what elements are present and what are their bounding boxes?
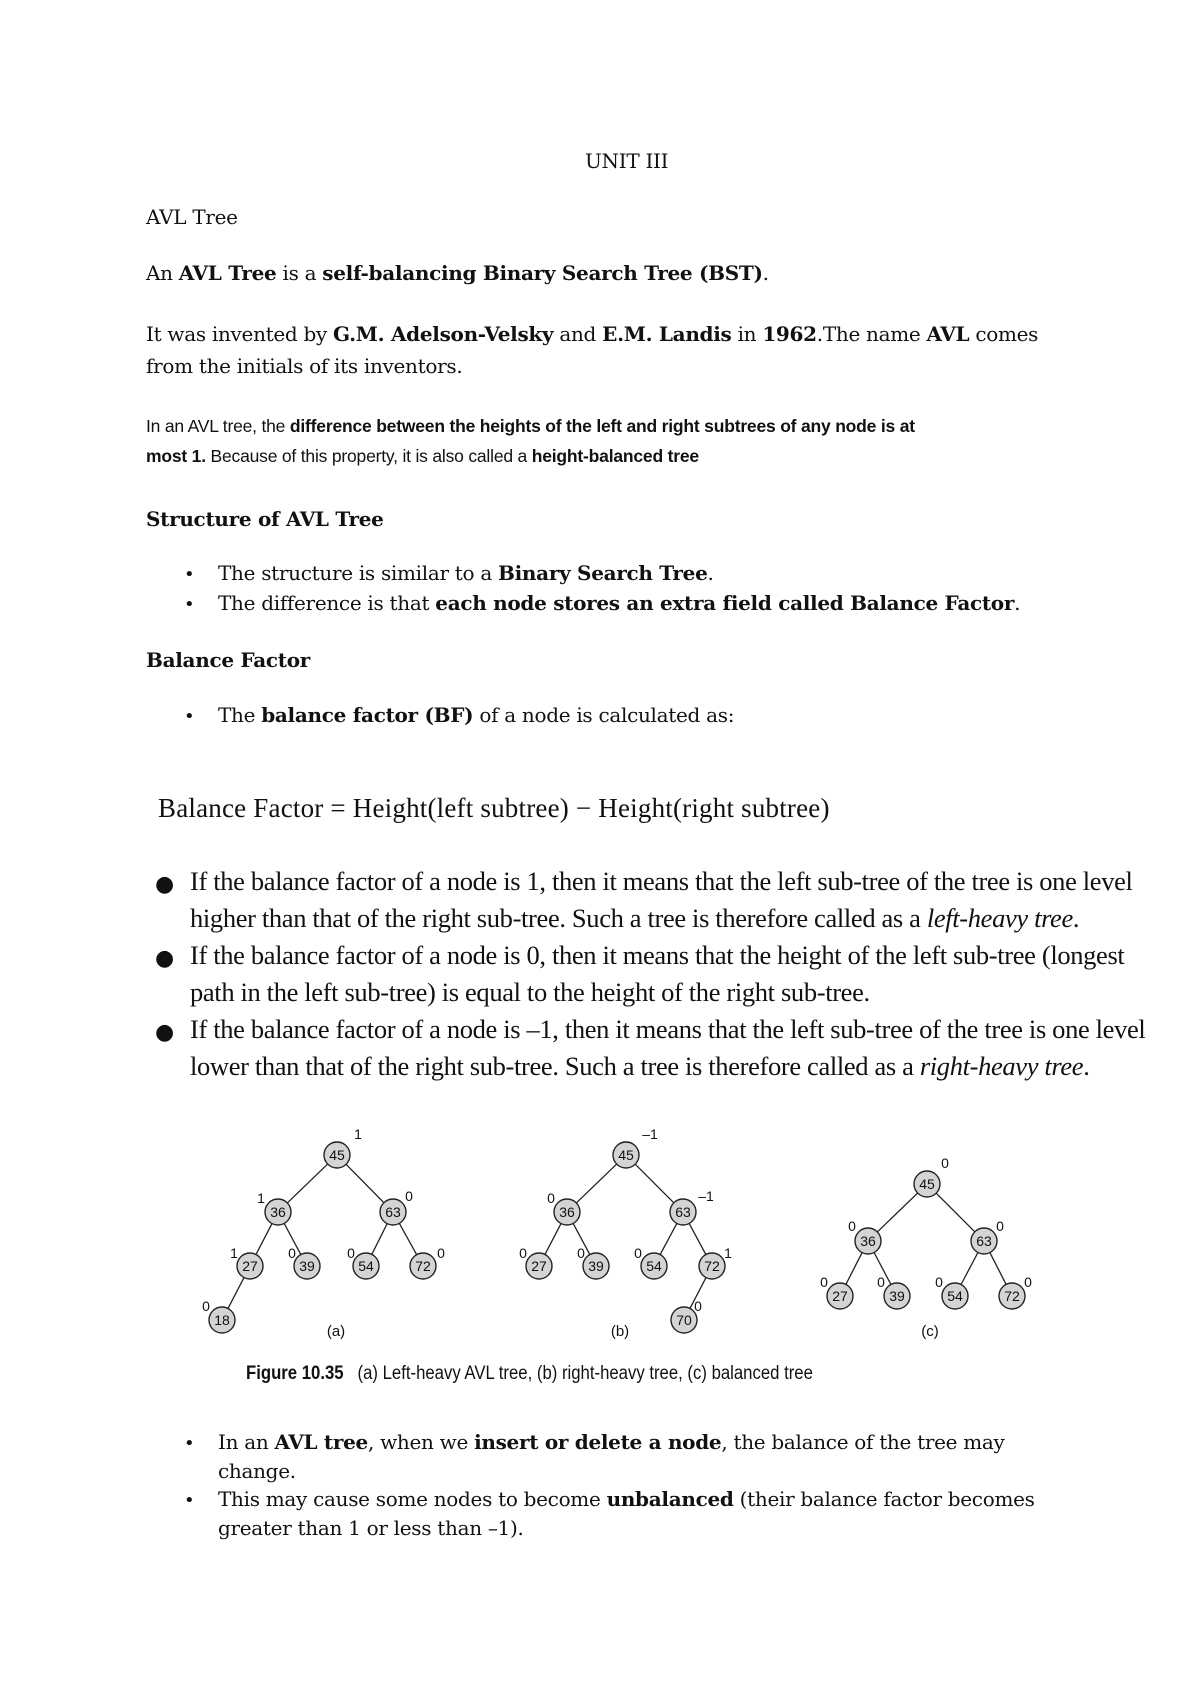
node-value: 54 — [358, 1258, 374, 1274]
tree-node-45 — [324, 1126, 362, 1168]
tree-edge — [228, 1278, 244, 1309]
node-value: 36 — [559, 1204, 575, 1220]
balance-factor-heading: Balance Factor — [146, 648, 310, 672]
bullet-icon: • — [184, 594, 195, 615]
tree-edge — [399, 1223, 416, 1254]
node-value: 39 — [588, 1258, 604, 1274]
unit-heading: UNIT III — [585, 149, 669, 173]
tree-node-63 — [670, 1188, 714, 1225]
bullet-icon: ● — [155, 1020, 175, 1045]
node-balance-factor: 0 — [347, 1245, 355, 1261]
tree-edge — [256, 1224, 272, 1255]
node-value: 63 — [385, 1204, 401, 1220]
tree-node-72 — [410, 1245, 445, 1279]
node-balance-factor: –1 — [698, 1188, 714, 1204]
tree-edge — [990, 1253, 1006, 1285]
tree-edge — [287, 1164, 327, 1203]
tree-node-70 — [671, 1298, 702, 1333]
node-balance-factor: 0 — [941, 1155, 949, 1171]
node-balance-factor: 1 — [724, 1245, 732, 1261]
figure-caption: Figure 10.35 (a) Left-heavy AVL tree, (b) right-heavy tree, (c) balanced tree — [246, 1363, 813, 1384]
tree-node-54 — [935, 1274, 968, 1309]
tree-label: (c) — [921, 1323, 939, 1340]
node-balance-factor: 0 — [935, 1274, 943, 1290]
node-value: 45 — [329, 1147, 345, 1163]
node-value: 36 — [860, 1233, 876, 1249]
bullet-icon: • — [184, 1433, 195, 1454]
tree-node-63 — [380, 1188, 413, 1225]
bullet-icon: • — [184, 564, 195, 585]
node-value: 54 — [947, 1288, 963, 1304]
structure-heading: Structure of AVL Tree — [146, 507, 384, 531]
after-bullet-1-line-1: In an AVL tree, when we insert or delete a node, the balance of the tree may — [218, 1430, 1005, 1454]
bullet-icon: ● — [155, 946, 175, 971]
tree-label: (a) — [326, 1323, 346, 1340]
tree-a — [202, 1126, 445, 1340]
node-value: 72 — [1004, 1288, 1020, 1304]
structure-bullet-2: The difference is that each node stores an extra field called Balance Factor. — [218, 591, 1021, 615]
tree-edge — [689, 1223, 706, 1254]
tree-node-36 — [547, 1190, 580, 1225]
node-value: 18 — [214, 1312, 230, 1328]
tree-node-63 — [971, 1218, 1004, 1254]
rule-3-line-1: If the balance factor of a node is –1, then it means that the left sub-tree of the tree is one level — [190, 1014, 1146, 1044]
node-balance-factor: 0 — [577, 1245, 585, 1261]
node-value: 63 — [675, 1204, 691, 1220]
rule-1-line-2: higher than that of the right sub-tree. Such a tree is therefore called as a left-heavy tree. — [190, 903, 1080, 933]
node-value: 45 — [618, 1147, 634, 1163]
node-balance-factor: 0 — [519, 1245, 527, 1261]
bullet-icon: • — [184, 706, 195, 727]
history-line-2: from the initials of its inventors. — [146, 354, 463, 378]
node-value: 27 — [242, 1258, 258, 1274]
property-line-2: most 1. Because of this property, it is also called a height-balanced tree — [146, 446, 699, 466]
node-balance-factor: 0 — [405, 1188, 413, 1204]
tree-label: (b) — [610, 1323, 630, 1340]
balance-factor-formula: Balance Factor = Height(left subtree) − Height(right subtree) — [158, 793, 830, 823]
structure-bullet-1: The structure is similar to a Binary Search Tree. — [218, 561, 714, 585]
tree-node-39 — [877, 1274, 910, 1309]
node-balance-factor: 1 — [230, 1245, 238, 1261]
node-value: 39 — [889, 1288, 905, 1304]
history-line-1: It was invented by G.M. Adelson-Velsky and E.M. Landis in 1962.The name AVL comes — [146, 322, 1039, 346]
topic-title: AVL Tree — [146, 205, 238, 229]
node-balance-factor: 1 — [257, 1190, 265, 1206]
tree-node-45 — [914, 1155, 949, 1197]
node-value: 63 — [976, 1233, 992, 1249]
tree-node-36 — [257, 1190, 291, 1225]
node-balance-factor: 0 — [820, 1274, 828, 1290]
tree-node-39 — [577, 1245, 609, 1279]
node-balance-factor: 0 — [288, 1245, 296, 1261]
tree-node-36 — [848, 1218, 881, 1254]
after-bullet-2-line-2: greater than 1 or less than –1). — [218, 1516, 524, 1540]
node-balance-factor: 0 — [437, 1245, 445, 1261]
tree-edge — [961, 1252, 978, 1284]
tree-edge — [372, 1224, 387, 1255]
node-value: 54 — [646, 1258, 662, 1274]
node-balance-factor: 0 — [1024, 1274, 1032, 1290]
node-balance-factor: 0 — [202, 1298, 210, 1314]
node-value: 39 — [299, 1258, 315, 1274]
tree-c — [820, 1155, 1032, 1340]
rule-2-line-1: If the balance factor of a node is 0, then it means that the height of the left sub-tree (longest — [190, 940, 1125, 970]
node-value: 27 — [531, 1258, 547, 1274]
tree-edge — [346, 1164, 384, 1202]
tree-edge — [576, 1164, 616, 1203]
after-bullet-2-line-1: This may cause some nodes to become unbalanced (their balance factor becomes — [218, 1487, 1035, 1511]
node-balance-factor: 0 — [694, 1298, 702, 1314]
node-balance-factor: 1 — [354, 1126, 362, 1142]
node-balance-factor: –1 — [642, 1126, 658, 1142]
tree-edge — [877, 1193, 917, 1232]
bullet-icon: ● — [155, 872, 175, 897]
tree-edge — [635, 1164, 674, 1203]
tree-edge — [660, 1223, 677, 1254]
node-value: 27 — [832, 1288, 848, 1304]
node-value: 45 — [919, 1176, 935, 1192]
bullet-icon: • — [184, 1490, 195, 1511]
node-value: 72 — [415, 1258, 431, 1274]
avl-trees-figure — [0, 1120, 1200, 1370]
node-balance-factor: 0 — [547, 1190, 555, 1206]
tree-edge — [545, 1224, 561, 1255]
node-value: 70 — [676, 1312, 692, 1328]
node-value: 72 — [704, 1258, 720, 1274]
tree-edge — [846, 1253, 862, 1285]
tree-node-45 — [613, 1126, 658, 1168]
tree-b — [519, 1126, 732, 1340]
rule-3-line-2: lower than that of the right sub-tree. Such a tree is therefore called as a right-heavy tree. — [190, 1051, 1090, 1081]
node-balance-factor: 0 — [877, 1274, 885, 1290]
rule-1-line-1: If the balance factor of a node is 1, then it means that the left sub-tree of the tree is one level — [190, 866, 1133, 896]
after-bullet-1-line-2: change. — [218, 1459, 296, 1483]
balance-factor-bullet: The balance factor (BF) of a node is calculated as: — [218, 703, 735, 727]
definition-line: An AVL Tree is a self-balancing Binary Search Tree (BST). — [146, 261, 769, 285]
tree-node-39 — [288, 1245, 320, 1279]
rule-2-line-2: path in the left sub-tree) is equal to the height of the right sub-tree. — [190, 977, 870, 1007]
node-balance-factor: 0 — [996, 1218, 1004, 1234]
property-line-1: In an AVL tree, the difference between the heights of the left and right subtrees of any node is at — [146, 416, 915, 436]
tree-edge — [936, 1193, 975, 1232]
node-balance-factor: 0 — [634, 1245, 642, 1261]
node-value: 36 — [270, 1204, 286, 1220]
node-balance-factor: 0 — [848, 1218, 856, 1234]
